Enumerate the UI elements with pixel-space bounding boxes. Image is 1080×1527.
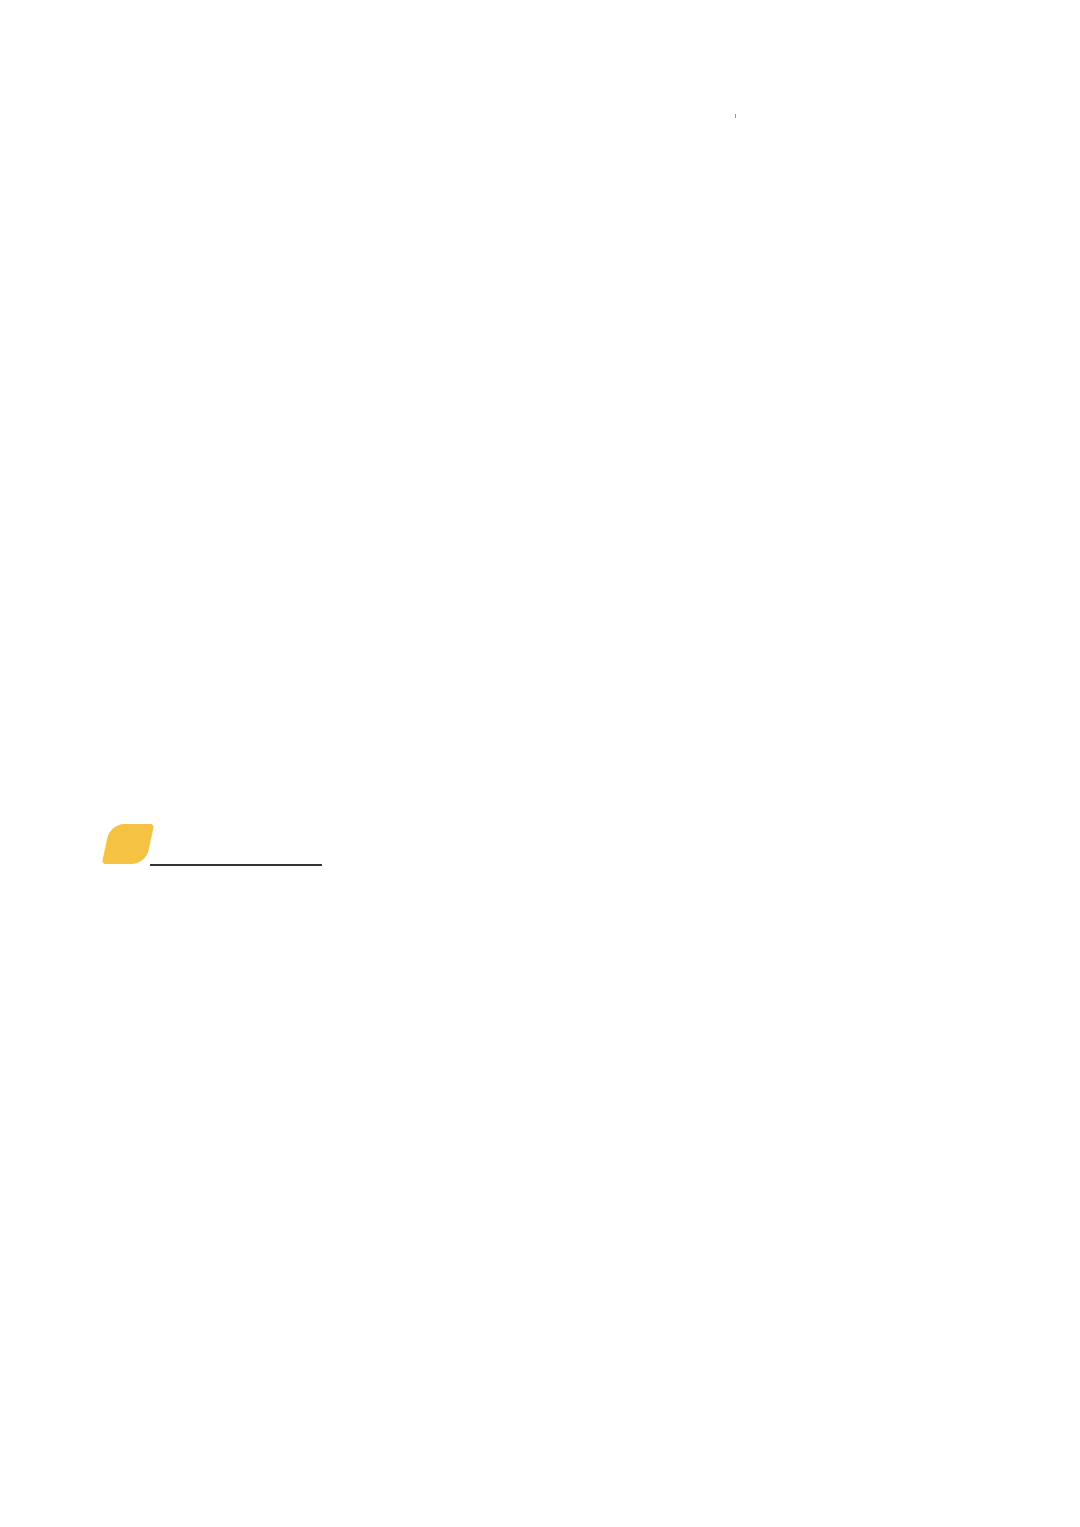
section-header [100,816,330,868]
scan-mark [735,114,736,118]
section-underline [150,864,322,866]
section-number-badge [102,824,155,864]
